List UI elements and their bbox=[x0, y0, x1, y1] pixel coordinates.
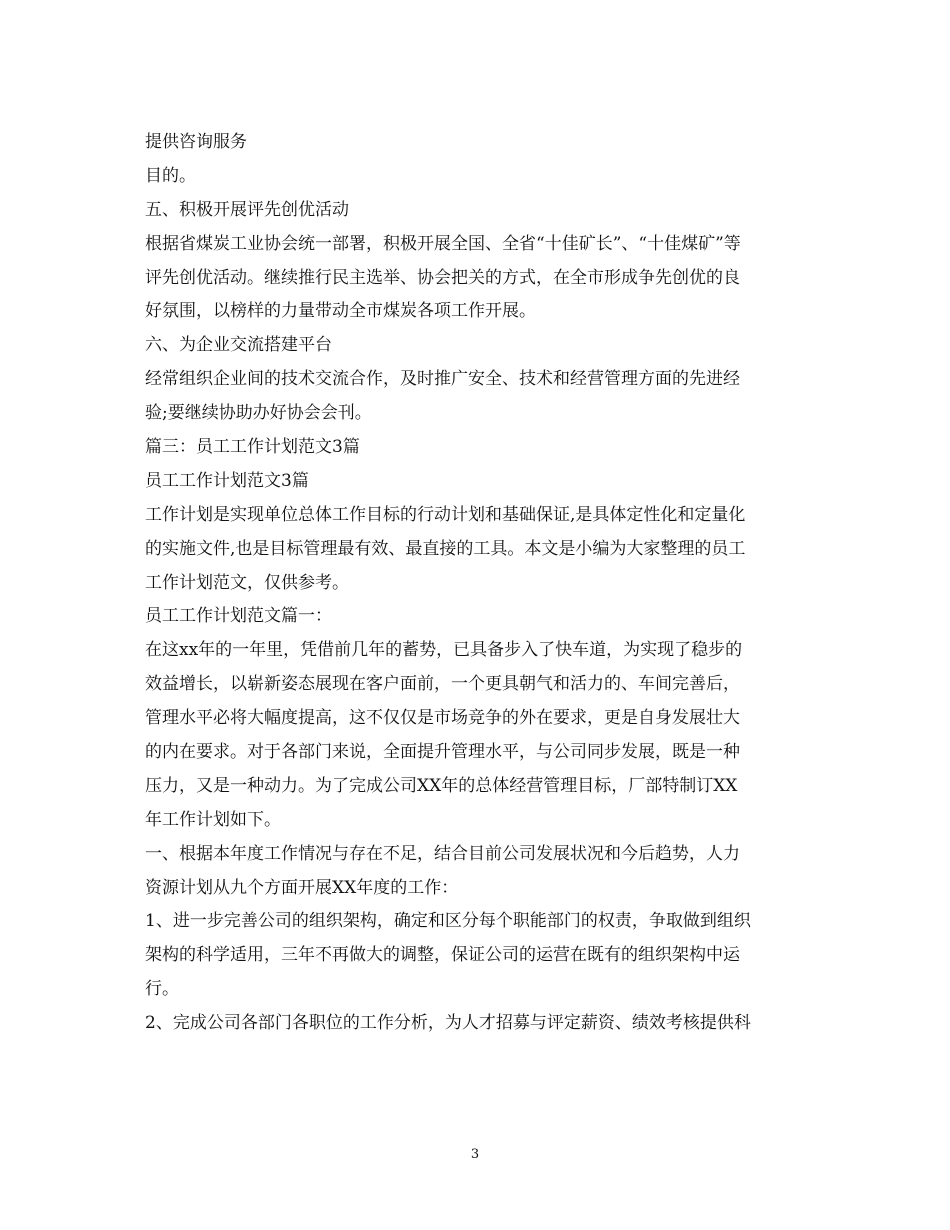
text-line: 工作计划范文，仅供参考。 bbox=[145, 572, 349, 593]
text-line: 工作计划是实现单位总体工作目标的行动计划和基础保证,是具体定性化和定量化 bbox=[145, 504, 746, 525]
text-line: 好氛围，以榜样的力量带动全市煤炭各项工作开展。 bbox=[145, 301, 536, 322]
text-line: 的内在要求。对于各部门来说，全面提升管理水平，与公司同步发展，既是一种 bbox=[145, 742, 740, 763]
text-line: 根据省煤炭工业协会统一部署，积极开展全国、全省“十佳矿长”、“十佳煤矿”等 bbox=[145, 233, 741, 254]
text-line: 压力，又是一种动力。为了完成公司XX年的总体经营管理目标，厂部特制订XX bbox=[145, 775, 738, 796]
section-heading: 五、积极开展评先创优活动 bbox=[145, 199, 349, 220]
page-number: 3 bbox=[470, 1147, 480, 1162]
text-line: 提供咨询服务 bbox=[145, 132, 247, 152]
list-item: 2、完成公司各部门各职位的工作分析，为人才招募与评定薪资、绩效考核提供科 bbox=[145, 1013, 751, 1034]
subsection-heading: 员工工作计划范文篇一： bbox=[145, 606, 332, 627]
list-item: 1、进一步完善公司的组织架构，确定和区分每个职能部门的权责，争取做到组织 bbox=[145, 911, 751, 932]
text-line: 经常组织企业间的技术交流合作，及时推广安全、技术和经营管理方面的先进经 bbox=[145, 369, 740, 390]
text-line: 架构的科学适用，三年不再做大的调整，保证公司的运营在既有的组织架构中运 bbox=[145, 945, 740, 966]
section-heading: 六、为企业交流搭建平台 bbox=[145, 335, 332, 356]
article-title: 员工工作计划范文3篇 bbox=[145, 470, 309, 491]
text-line: 目的。 bbox=[145, 165, 196, 186]
text-line: 效益增长，以崭新姿态展现在客户面前，一个更具朝气和活力的、车间完善后， bbox=[145, 674, 740, 695]
text-line: 验;要继续协助办好协会会刊。 bbox=[145, 403, 372, 424]
chapter-heading: 篇三：员工工作计划范文3篇 bbox=[145, 437, 360, 458]
text-line: 在这xx年的一年里，凭借前几年的蓄势，已具备步入了快车道，为实现了稳步的 bbox=[145, 640, 743, 661]
text-line: 管理水平必将大幅度提高，这不仅仅是市场竞争的外在要求，更是自身发展壮大 bbox=[145, 708, 740, 729]
text-line: 行。 bbox=[145, 979, 179, 1000]
text-line: 资源计划从九个方面开展XX年度的工作： bbox=[145, 877, 459, 898]
text-line: 评先创优活动。继续推行民主选举、协会把关的方式，在全市形成争先创优的良 bbox=[145, 267, 740, 288]
text-line: 的实施文件,也是目标管理最有效、最直接的工具。本文是小编为大家整理的员工 bbox=[145, 538, 746, 559]
body-text bbox=[145, 126, 805, 1041]
text-line: 一、根据本年度工作情况与存在不足，结合目前公司发展状况和今后趋势，人力 bbox=[145, 843, 740, 864]
text-line: 年工作计划如下。 bbox=[145, 809, 281, 830]
